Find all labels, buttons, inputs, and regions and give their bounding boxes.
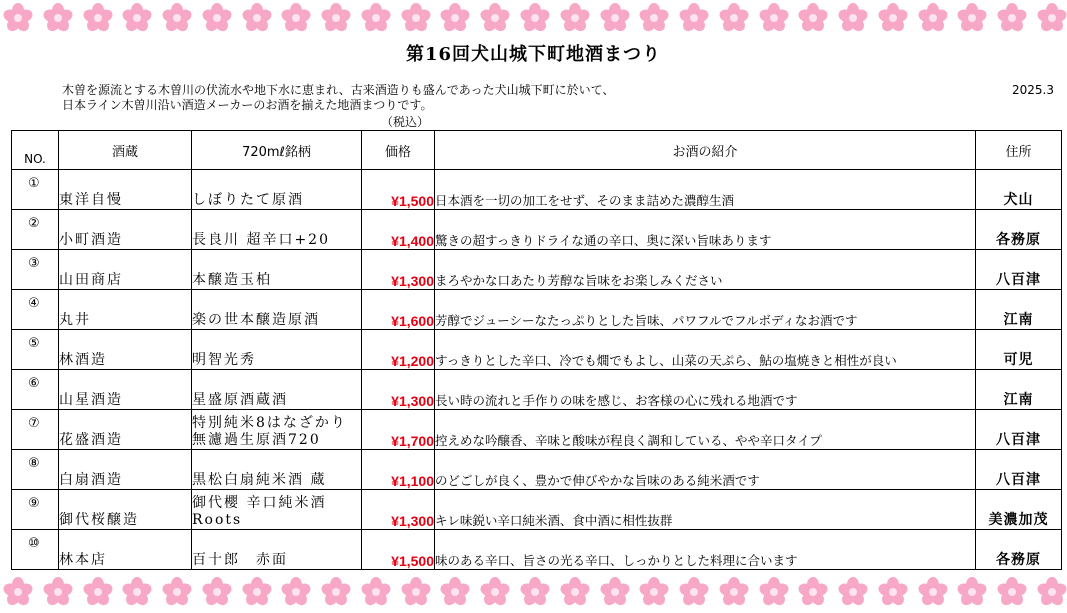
cherry-blossom-icon	[519, 2, 551, 34]
row-number	[12, 330, 59, 370]
table-row	[12, 210, 1062, 250]
cherry-blossom-icon	[837, 2, 869, 34]
cherry-blossom-icon	[917, 2, 949, 34]
brand-name	[192, 330, 362, 370]
row-number-glyph: ④	[28, 296, 40, 311]
cherry-blossom-icon	[400, 576, 432, 608]
cherry-blossom-icon	[42, 576, 74, 608]
cherry-blossom-icon	[837, 576, 869, 608]
row-number-glyph: ⑦	[28, 416, 40, 431]
brewery-name: 小町酒造	[59, 210, 192, 250]
row-number	[12, 450, 59, 490]
row-number-glyph: ⑨	[28, 496, 40, 511]
cherry-blossom-icon	[638, 576, 670, 608]
cherry-blossom-icon	[877, 576, 909, 608]
brand-line: 黒松白扇純米酒 蔵	[192, 472, 327, 488]
cherry-blossom-icon	[241, 2, 273, 34]
header-no: NO.	[12, 131, 59, 170]
page-title: 第16回犬山城下町地酒まつり	[405, 44, 662, 65]
cherry-blossom-icon	[559, 2, 591, 34]
row-number	[12, 290, 59, 330]
date-label: 2025.3	[1012, 83, 1054, 97]
cherry-blossom-icon	[638, 2, 670, 34]
row-number	[12, 170, 59, 210]
location: 江南	[976, 290, 1062, 330]
row-number	[12, 210, 59, 250]
brand-name	[192, 410, 362, 450]
brand-name	[192, 210, 362, 250]
brand-name	[192, 250, 362, 290]
cherry-blossom-icon	[758, 2, 790, 34]
price: ¥1,300	[362, 370, 435, 410]
cherry-blossom-icon	[439, 576, 471, 608]
description: 日本酒を一切の加工をせず、そのまま詰めた濃醇生酒	[435, 170, 976, 210]
cherry-blossom-icon	[1036, 2, 1067, 34]
cherry-blossom-icon	[439, 2, 471, 34]
location: 各務原	[976, 530, 1062, 570]
brewery-name: 白扇酒造	[59, 450, 192, 490]
description: まろやかな口あたり芳醇な旨味をお楽しみください	[435, 250, 976, 290]
cherry-blossom-icon	[82, 576, 114, 608]
cherry-blossom-icon	[797, 576, 829, 608]
cherry-blossom-icon	[599, 576, 631, 608]
brand-line: 楽の世本醸造原酒	[192, 312, 320, 328]
row-number	[12, 410, 59, 450]
table-row	[12, 330, 1062, 370]
cherry-blossom-icon	[320, 576, 352, 608]
cherry-blossom-icon	[201, 2, 233, 34]
description: 控えめな吟醸香、辛味と酸味が程良く調和している、やや辛口タイプ	[435, 410, 976, 450]
cherry-blossom-icon	[479, 2, 511, 34]
cherry-blossom-icon	[161, 576, 193, 608]
cherry-blossom-icon	[678, 2, 710, 34]
brewery-name: 山田商店	[59, 250, 192, 290]
intro-line: 木曽を源流とする木曽川の伏流水や地下水に恵まれ、古来酒造りも盛んであった犬山城下町に於いて、	[62, 83, 615, 97]
cherry-blossom-icon	[479, 576, 511, 608]
brand-name	[192, 170, 362, 210]
brand-line: しぼりたて原酒	[192, 192, 304, 208]
flower-border-top	[0, 2, 1067, 36]
cherry-blossom-icon	[678, 576, 710, 608]
header-brewery: 酒蔵	[59, 131, 192, 170]
brand-name	[192, 290, 362, 330]
table-row	[12, 250, 1062, 290]
price: ¥1,400	[362, 210, 435, 250]
table-row	[12, 490, 1062, 530]
row-number-glyph: ③	[28, 256, 40, 271]
location: 八百津	[976, 410, 1062, 450]
cherry-blossom-icon	[201, 576, 233, 608]
price: ¥1,300	[362, 250, 435, 290]
brewery-name: 丸井	[59, 290, 192, 330]
price: ¥1,600	[362, 290, 435, 330]
brand-line: 星盛原酒蔵酒	[192, 392, 288, 408]
cherry-blossom-icon	[121, 576, 153, 608]
location: 江南	[976, 370, 1062, 410]
row-number-glyph: ⑧	[28, 456, 40, 471]
table-row	[12, 170, 1062, 210]
row-number-glyph: ②	[28, 216, 40, 231]
table-header-row	[12, 131, 1062, 170]
location: 可児	[976, 330, 1062, 370]
brewery-name: 林本店	[59, 530, 192, 570]
table-row	[12, 450, 1062, 490]
cherry-blossom-icon	[599, 2, 631, 34]
table-row	[12, 410, 1062, 450]
cherry-blossom-icon	[82, 2, 114, 34]
cherry-blossom-icon	[161, 2, 193, 34]
description: 芳醇でジューシーなたっぷりとした旨味、パワフルでフルボディなお酒です	[435, 290, 976, 330]
cherry-blossom-icon	[956, 2, 988, 34]
flower-border-bottom	[0, 576, 1067, 610]
intro-text	[62, 83, 614, 113]
price: ¥1,500	[362, 170, 435, 210]
location: 美濃加茂	[976, 490, 1062, 530]
header-price: 価格	[362, 131, 435, 170]
row-number	[12, 250, 59, 290]
cherry-blossom-icon	[877, 2, 909, 34]
cherry-blossom-icon	[280, 2, 312, 34]
row-number	[12, 370, 59, 410]
cherry-blossom-icon	[956, 576, 988, 608]
header-location: 住所	[976, 131, 1062, 170]
header-brand: 720mℓ銘柄	[192, 131, 362, 170]
price: ¥1,300	[362, 490, 435, 530]
cherry-blossom-icon	[400, 2, 432, 34]
cherry-blossom-icon	[121, 2, 153, 34]
location: 各務原	[976, 210, 1062, 250]
brand-line: 明智光秀	[192, 352, 256, 368]
brand-line: Roots	[192, 512, 243, 528]
sake-table	[11, 130, 1062, 570]
brand-line: 百十郎 赤面	[192, 552, 288, 568]
brewery-name: 山星酒造	[59, 370, 192, 410]
brewery-name: 林酒造	[59, 330, 192, 370]
description: 驚きの超すっきりドライな通の辛口、奥に深い旨味あります	[435, 210, 976, 250]
brand-name	[192, 370, 362, 410]
description: すっきりとした辛口、冷でも燗でもよし、山菜の天ぷら、鮎の塩焼きと相性が良い	[435, 330, 976, 370]
description: のどごしが良く、豊かで伸びやかな旨味のある純米酒です	[435, 450, 976, 490]
table-row	[12, 290, 1062, 330]
cherry-blossom-icon	[996, 2, 1028, 34]
cherry-blossom-icon	[280, 576, 312, 608]
brand-name	[192, 450, 362, 490]
description: 味のある辛口、旨さの光る辛口、しっかりとした料理に合います	[435, 530, 976, 570]
cherry-blossom-icon	[360, 2, 392, 34]
brand-name	[192, 490, 362, 530]
brand-line: 無濾過生原酒720	[192, 432, 321, 448]
header-description: お酒の紹介	[435, 131, 976, 170]
cherry-blossom-icon	[519, 576, 551, 608]
location: 犬山	[976, 170, 1062, 210]
cherry-blossom-icon	[996, 576, 1028, 608]
brewery-name: 東洋自慢	[59, 170, 192, 210]
description: 長い時の流れと手作りの味を感じ、お客様の心に残れる地酒です	[435, 370, 976, 410]
brand-line: 本醸造玉柏	[192, 272, 272, 288]
price: ¥1,700	[362, 410, 435, 450]
cherry-blossom-icon	[917, 576, 949, 608]
brand-line: 長良川 超辛口+20	[192, 232, 330, 248]
cherry-blossom-icon	[360, 576, 392, 608]
cherry-blossom-icon	[2, 2, 34, 34]
cherry-blossom-icon	[797, 2, 829, 34]
row-number-glyph: ①	[28, 176, 40, 191]
cherry-blossom-icon	[718, 2, 750, 34]
cherry-blossom-icon	[320, 2, 352, 34]
row-number	[12, 530, 59, 570]
cherry-blossom-icon	[758, 576, 790, 608]
location: 八百津	[976, 250, 1062, 290]
table-row	[12, 370, 1062, 410]
tax-note: （税込）	[381, 115, 430, 129]
price: ¥1,100	[362, 450, 435, 490]
row-number-glyph: ⑩	[28, 536, 40, 551]
intro-line: 日本ライン木曽川沿い酒造メーカーのお酒を揃えた地酒まつりです。	[62, 98, 433, 112]
brand-line: 御代櫻 辛口純米酒	[192, 495, 327, 511]
row-number-glyph: ⑤	[28, 336, 40, 351]
brewery-name: 花盛酒造	[59, 410, 192, 450]
price: ¥1,200	[362, 330, 435, 370]
row-number-glyph: ⑥	[28, 376, 40, 391]
brand-line: 特別純米8はなざかり	[192, 415, 347, 431]
cherry-blossom-icon	[718, 576, 750, 608]
price: ¥1,500	[362, 530, 435, 570]
row-number	[12, 490, 59, 530]
cherry-blossom-icon	[241, 576, 273, 608]
location: 八百津	[976, 450, 1062, 490]
cherry-blossom-icon	[559, 576, 591, 608]
cherry-blossom-icon	[2, 576, 34, 608]
brewery-name: 御代桜醸造	[59, 490, 192, 530]
brand-name	[192, 530, 362, 570]
table-row	[12, 530, 1062, 570]
cherry-blossom-icon	[42, 2, 74, 34]
description: キレ味鋭い辛口純米酒、食中酒に相性抜群	[435, 490, 976, 530]
cherry-blossom-icon	[1036, 576, 1067, 608]
